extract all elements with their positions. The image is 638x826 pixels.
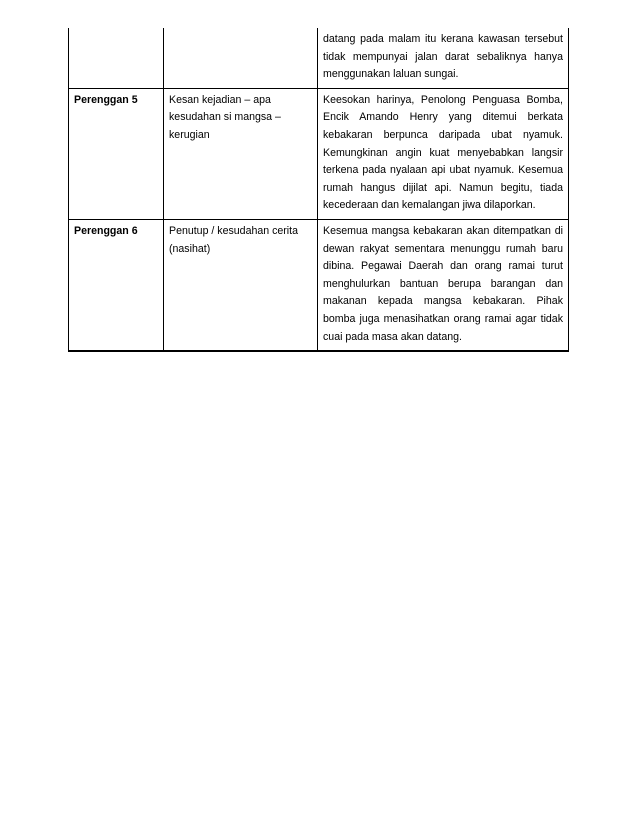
paragraph-label-cell <box>69 28 164 88</box>
description-cell <box>164 28 318 88</box>
table-row <box>69 88 569 219</box>
essay-outline-table <box>68 28 569 352</box>
paragraph-label-cell: Perenggan 6 <box>69 219 164 351</box>
content-cell: Keesokan harinya, Penolong Penguasa Bomba, Encik Amando Henry yang ditemui berkata kebakaran berpunca daripada ubat nyamuk. Kemungkinan angin kuat menyebabkan langsir terkena pada nyalaan api ubat nyamuk. Kesemua rumah hangus dijilat api. Namun begitu, tiada kecederaan dan kemalangan jiwa dilaporkan. <box>318 88 569 219</box>
description-cell: Kesan kejadian – apa kesudahan si mangsa – kerugian <box>164 88 318 219</box>
table-row <box>69 219 569 351</box>
table-row <box>69 28 569 88</box>
content-cell: Kesemua mangsa kebakaran akan ditempatkan di dewan rakyat sementara menunggu rumah baru dibina. Pegawai Daerah dan orang ramai turut menghulurkan bantuan berupa barangan dan makanan kepada mangsa kebakaran. Pihak bomba juga menasihatkan orang ramai agar tidak cuai pada masa akan datang. <box>318 219 569 351</box>
content-cell: datang pada malam itu kerana kawasan tersebut tidak mempunyai jalan darat sebaliknya hanya menggunakan laluan sungai. <box>318 28 569 88</box>
description-cell: Penutup / kesudahan cerita (nasihat) <box>164 219 318 351</box>
paragraph-label-cell: Perenggan 5 <box>69 88 164 219</box>
